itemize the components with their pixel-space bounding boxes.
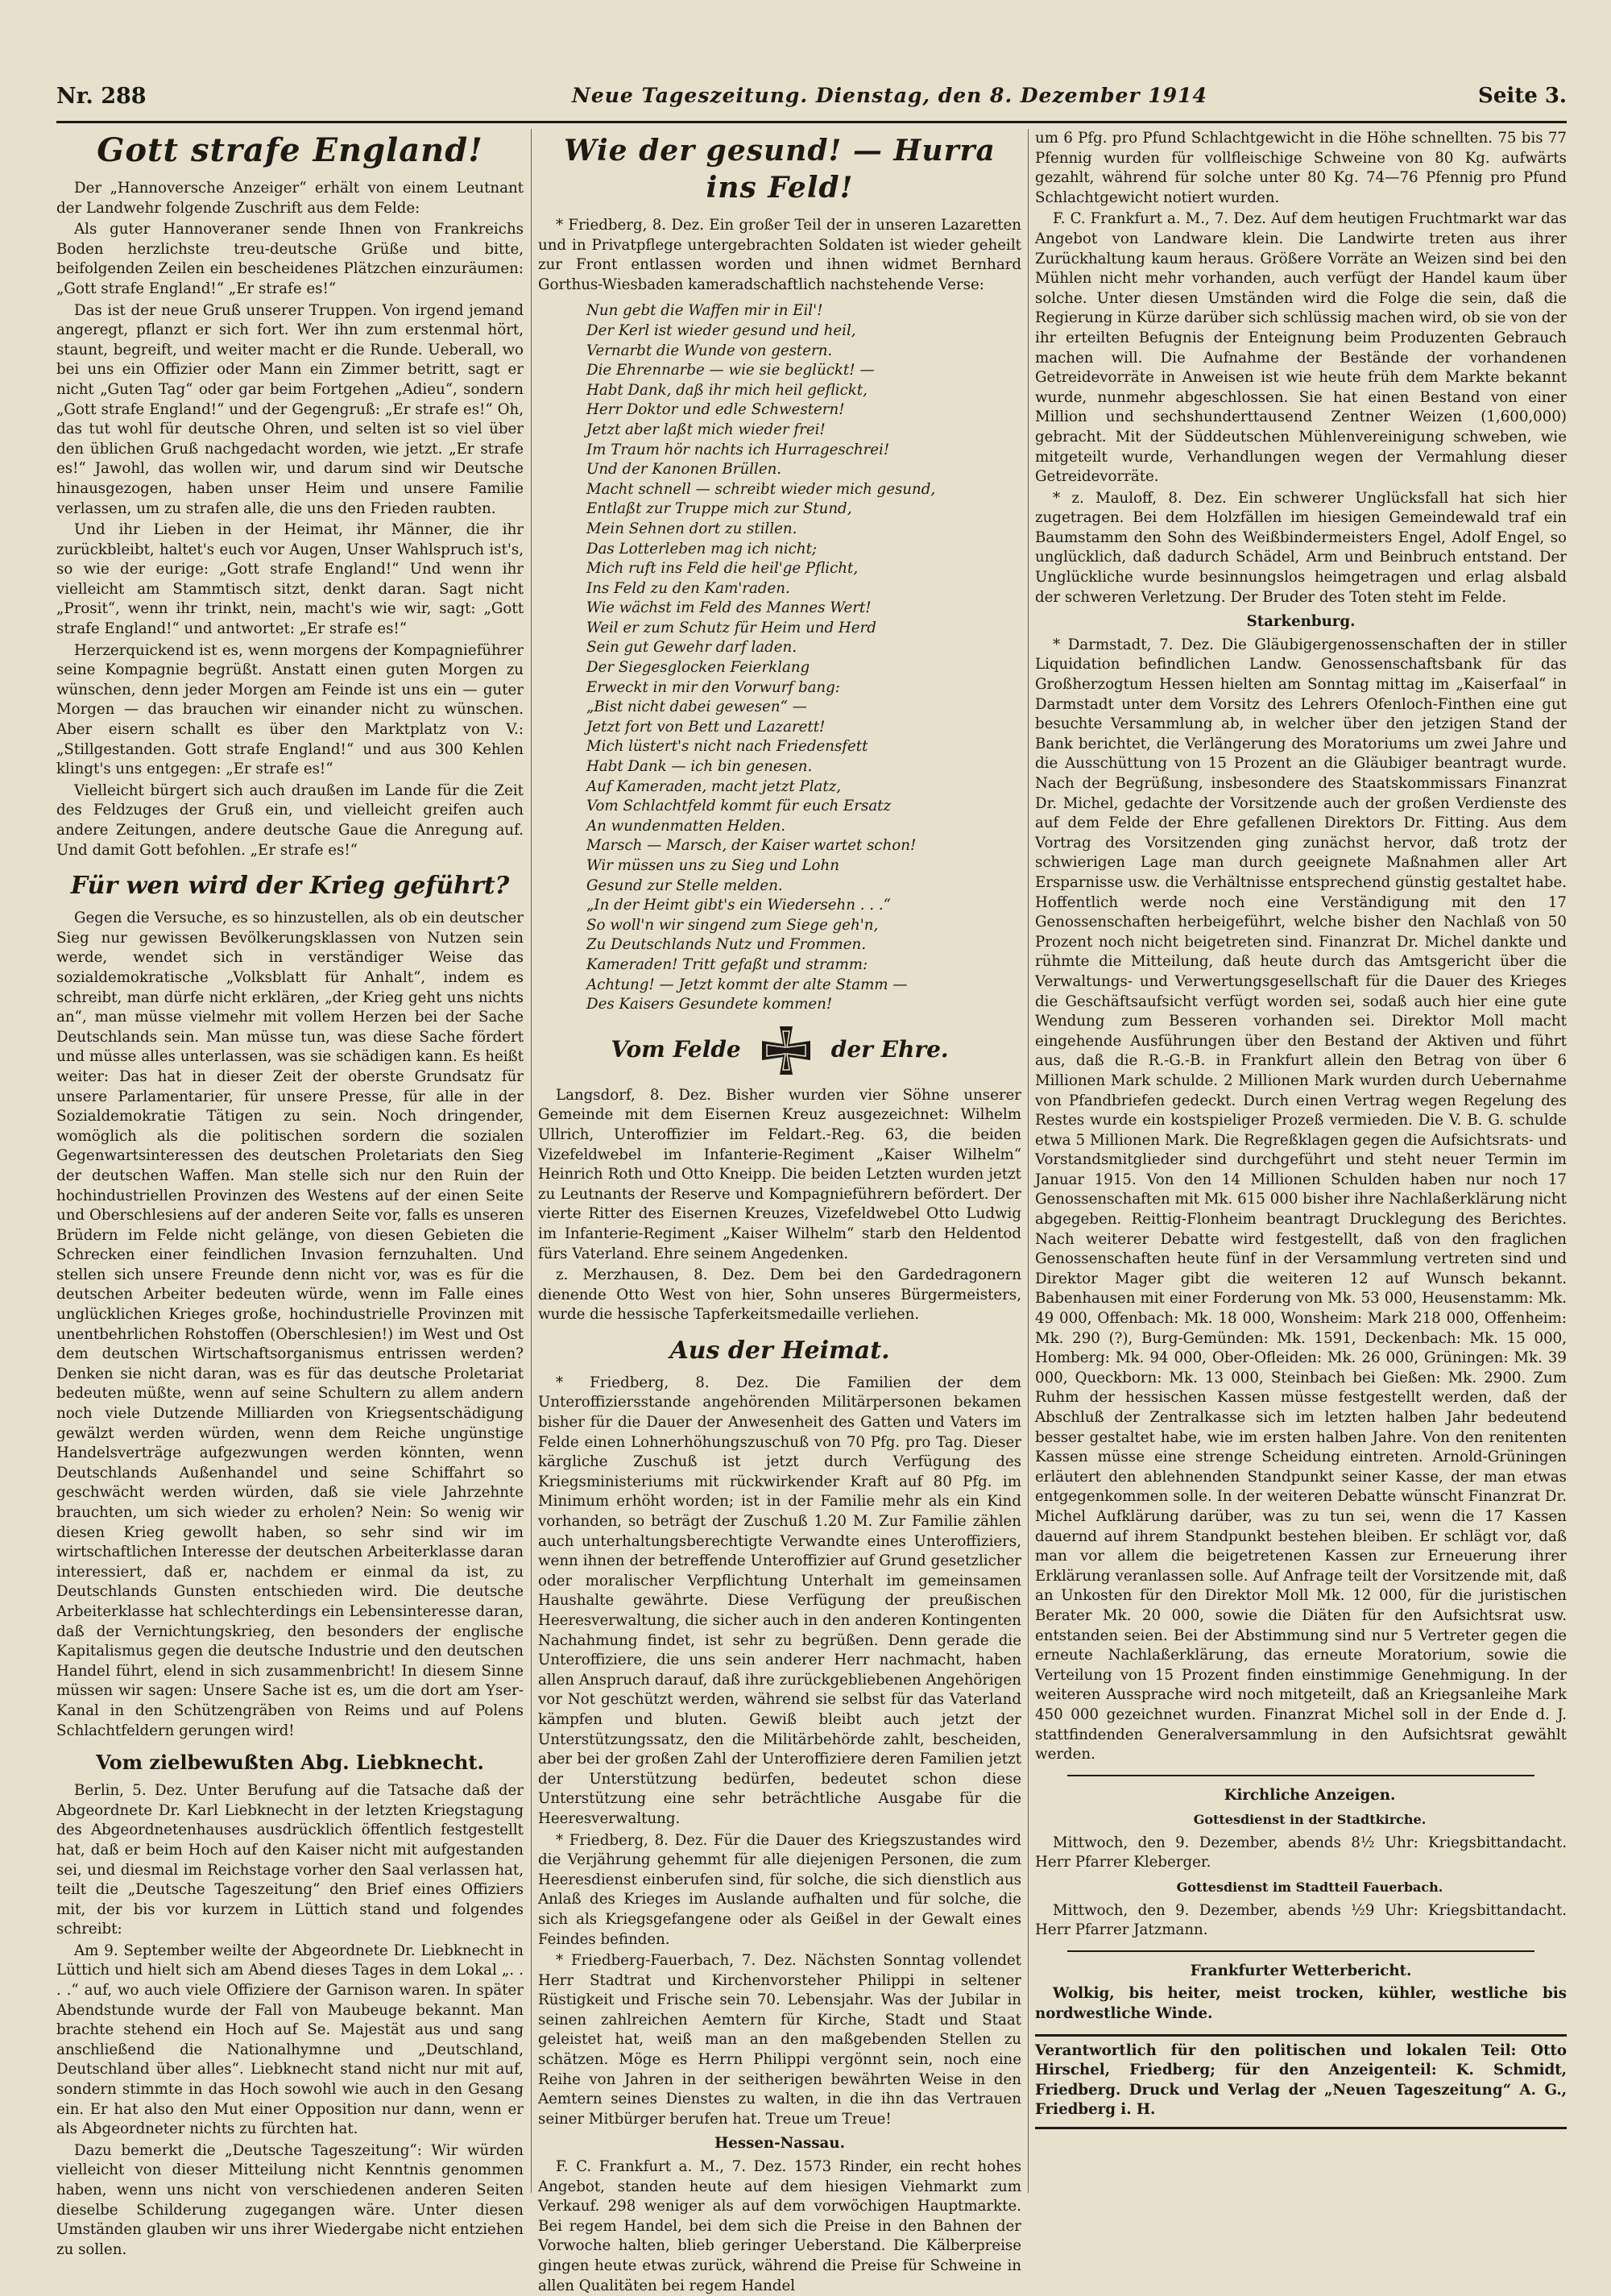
poem-line: Der Siegesglocken Feierklang [586,659,810,677]
column-2 [538,129,1021,2294]
poem-line: Nun gebt die Waffen mir in Eil'! [586,302,823,320]
poem-line: Und der Kanonen Brüllen. [586,461,782,479]
poem-line: Zu Deutschlands Nutz und Frommen. [586,936,867,954]
imprint-text: Verantwortlich für den politischen und lokalen Teil: Otto Hirschel, Friedberg; für den Anzeigenteil: K. Schmidt, Friedberg. Druck und Verlag der „Neuen Tageszeitung“ A. G., Friedberg i. H. [1035,2041,1567,2119]
article-paragraph: * Friedberg, 8. Dez. Ein großer Teil der in unseren Lazaretten und in Privatpflege untergebrachten Soldaten ist wieder geheilt zur Front entlassen worden und ihnen widmet Bernhard Gorthus-Wiesbaden kameradschaftlich nachstehende Verse: [538,217,1021,293]
poem-line: An wundenmatten Helden. [586,817,786,835]
masthead [56,77,1567,123]
issue-date: Dienstag, den 8. Dezember 1914 [815,84,1207,107]
divider [1067,1950,1534,1952]
poem-line: „Bist nicht dabei gewesen“ — [586,698,807,716]
poem-line: Mein Sehnen dort zu stillen. [586,520,797,537]
article-paragraph: * Darmstadt, 7. Dez. Die Gläubigergenossenschaften der in stiller Liquidation befindlichen Landw. Genossenschaftsbank für das Großherzogtum Hessen hielten am Sonntag mittag im „Kaiserfaal“ in Darmstadt unter dem Vorsitz des Lehrers Ofenloch-Finthen eine gut besuchte Versammlung ab, in welcher über den jetzigen Stand der Bank berichtet, die Verlängerung des Moratoriums um zwei Jahre und die Ausschüttung von 15 Prozent an die Gläubiger beantragt wurde. Nach der Begrüßung, insbesondere des Staatskommissars Finanzrat Dr. Michel, gedachte der Vorsitzende auch der großen Verdienste des auf dem Felde der Ehre gefallenen Direktors Dr. Fitting. Aus dem Vortrag des Vorsitzenden ging zunächst hervor, daß trotz der schwierigen Lage man durch geeignete Maßnahmen aller Art Ersparnisse usw. die Verhältnisse entsprechend günstig gestaltet habe. Hoffentlich werde noch eine Verständigung mit den 17 Genossenschaften herbeigeführt, welche bisher den Nachlaß von 50 Prozent noch nicht beigetreten sind. Finanzrat Dr. Michel dankte und rühmte die Mitteilung, daß heute durch das Amtsgericht über die Verwaltungs- und Verwertungsgesellschaft für die Dauer des Krieges die Geschäftsaufsicht verfügt worden sei, sodaß auch hier eine gute Wendung zum Besseren vorhanden sei. Direktor Moll macht eingehende Ausführungen über den Bestand der Aktiven und führt aus, daß die R.-G.-B. in Frankfurt allein den Betrag von über 6 Millionen Mark schulde. 2 Millionen Mark wurden durch Uebernahme von Pfandbriefen gedeckt. Durch einen Vertrag wegen Regelung des Restes wurde ein kostspieliger Prozeß vermieden. Die V. B. G. schulde etwa 5 Millionen Mark. Die Regreßklagen gegen die Aufsichtsrats- und Vorstandsmitglieder sind durchgeführt und steht neuer Termin im Januar 1915. Von den 14 Millionen Schulden haben nur noch 17 Genossenschaften mit Mk. 615 000 bisher ihre Nachlaßerklärung nicht abgegeben. Reittig-Flonheim beantragt Drucklegung des Berichtes. Nach weiterer Debatte wird festgestellt, daß von den fraglichen Genossenschaften heute fünf in der Versammlung vertreten sind und Direktor Mager gibt die weiteren 12 auf Wunsch bekannt. Babenhausen mit einer Forderung von Mk. 53 000, Heusenstamm: Mk. 49 000, Offenbach: Mk. 18 000, Wonsheim: Mark 218 000, Offenheim: Mk. 290 (?), Burg-Gemünden: Mk. 1591, Deckenbach: Mk. 15 000, Homberg: Mk. 94 000, Ober-Ofleiden: Mk. 26 000, Grüningen: Mk. 39 000, Queckborn: Mk. 13 000, Steinbach bei Gießen: Mk. 2900. Zum Ruhm der hessischen Kassen müsse festgestellt werden, daß der Abschluß der Zentralkasse sich im letzten halben Jahr bedeutend besser gestaltet habe, wie im ersten halben Jahre. Von den renitenten Kassen müsse eine strenge Scheidung eintreten. Arnold-Grüningen erläutert den ablehnenden Standpunkt seiner Kasse, der man etwas entgegenkommen solle. In der weiteren Debatte wünscht Finanzrat Dr. Michel Aufklärung darüber, was zu tun sei, wenn die 17 Kassen dauernd auf ihrem Standpunkt bestehen bleiben. Er schlägt vor, daß man vor allem die beigetretenen Kassen zur Erneuerung ihrer Erklärung veranlassen solle. Auf Anfrage teilt der Vorsitzende mit, daß an Unkosten für den Direktor Moll Mk. 12 000, für die juristischen Berater Mk. 20 000, sowie die Diäten für den Aufsichtsrat usw. entstanden seien. Bei der Abstimmung sind nur 5 Vertreter gegen die erneute Nachlaßerklärung, das erneute Moratorium, sowie die Verteilung von 15 Prozent finden einstimmige Genehmigung. In der weiteren Aussprache wird noch mitgeteilt, daß an Kriegsanleihe Mark 450 000 gezeichnet wurden. Finanzrat Michel soll in der Ende d. J. stattfindenden Generalversammlung in den Aufsichtsrat gewählt werden. [1035,636,1567,1763]
section-vom-felde-der-ehre [538,1025,1021,1076]
article-paragraph: * Friedberg, 8. Dez. Die Familien der dem Unteroffiziersstande angehörenden Militärpersonen bekamen bisher für die Dauer der Anwesenheit des Gatten und Vaters im Felde einen Lohnerhöhungszuschuß von 70 Pfg. pro Tag. Dieser kärgliche Zuschuß ist jetzt durch Verfügung des Kriegsministeriums mit rückwirkender Kraft auf 80 Pfg. im Minimum erhöht worden; ist in der Familie mehr als ein Kind vorhanden, so beträgt der Zuschuß 1.20 M. Zur Familie zählen auch unterhaltungsberechtigte Verwandte eines Unteroffiziers, wenn ihnen der betreffende Unteroffizier auf Grund gesetzlicher oder moralischer Verpflichtung Unterhalt im gemeinsamen Haushalte gewährte. Diese Verfügung der preußischen Heeresverwaltung, die sicher auch in den anderen Kontingenten Nachahmung findet, ist sehr zu begrüßen. Denn gerade die Unteroffiziere, die uns sein anderer Herr nachmacht, haben allen Anspruch darauf, daß ihre zurückgebliebenen Angehörigen vor Not geschützt werden, während sie selbst für das Vaterland kämpfen und bluten. Gewiß bleibt auch jetzt der Unterstützungssatz, den die Militärbehörde zahlt, bescheiden, aber bei der großen Zahl der Unteroffiziere deren Familien jetzt der Unterstützung bedürfen, bedeutet schon diese Unterstützung eine sehr beträchtliche Ausgabe für die Heeresverwaltung. [538,1374,1021,1827]
article-paragraph: um 6 Pfg. pro Pfund Schlachtgewicht in die Höhe schnellten. 75 bis 77 Pfennig wurden für vollfleischige Schweine von 80 Kg. aufwärts gezahlt, während für solche unter 80 Kg. 74—76 Pfennig pro Pfund Schlachtgewicht notiert wurden. [1035,130,1567,206]
poem-line: Wir müssen uns zu Sieg und Lohn [586,857,839,874]
article-paragraph: Dazu bemerkt die „Deutsche Tageszeitung“: Wir würden vielleicht von dieser Mitteilung nicht Kenntnis genommen haben, wenn uns nicht von verschiedenen anderen Seiten dieselbe Schilderung zugegangen wäre. Unter diesen Umständen glauben wir uns ihrer Wiedergabe nicht entziehen zu sollen. [56,2141,524,2258]
poem-line: Kameraden! Tritt gefaßt und stramm: [586,955,868,973]
column-1 [56,129,524,2258]
headline-liebknecht: Vom zielbewußten Abg. Liebknecht. [96,1751,484,1775]
poem-line: Entlaßt zur Truppe mich zur Stund, [586,500,852,518]
article-paragraph: Am 9. September weilte der Abgeordnete Dr. Liebknecht in Lüttich und hielt sich am Abend dieses Tages in dem Lokal „. . . .“ auf, wo auch viele Offiziere der Garnison waren. In später Abendstunde wurde der Fall von Maubeuge bekannt. Man brachte stehend ein Hoch auf Se. Majestät aus und sang anschließend die Nationalhymne und „Deutschland, Deutschland über alles“. Liebknecht stand nicht nur mit auf, sondern stimmte in das Hoch sowohl wie auch in den Gesang ein. Er hat also den Mut einer Opposition nur dann, wenn er als Abgeordneter nichts zu fürchten hat. [56,1942,524,2138]
poem-line: Achtung! — Jetzt kommt der alte Stamm — [586,976,908,993]
section-title-left: Vom Felde [611,1036,741,1063]
poem-line: So woll'n wir singend zum Siege geh'n, [586,916,879,934]
poem-line: Im Traum hör nachts ich Hurrageschrei! [586,441,890,458]
poem-line: Mich lüstert's nicht nach Friedensfett [586,738,868,756]
poem-line: Vernarbt die Wunde von gestern. [586,342,833,359]
weather-title: Frankfurter Wetterbericht. [1190,1962,1412,1979]
article-paragraph: Langsdorf, 8. Dez. Bisher wurden vier Söhne unserer Gemeinde mit dem Eisernen Kreuz ausgezeichnet: Wilhelm Ullrich, Unteroffizier im Feldart.-Reg. 63, die beiden Vizefeldwebel im Infanterie-Regiment „Kaiser Wilhelm“ Heinrich Roth und Otto Kneipp. Die beiden Letzten wurden jetzt zu Leutnants der Reserve und Kompagnieführern befördert. Der vierte Ritter des Eisernen Kreuzes, Vizefeldwebel Otto Ludwig im Infanterie-Regiment „Kaiser Wilhelm“ starb den Heldentod fürs Vaterland. Ehre seinem Angedenken. [538,1086,1021,1262]
weather-text: Wolkig, bis heiter, meist trocken, kühler, westliche bis nordwestliche Winde. [1035,1985,1567,2023]
poem-line: Marsch — Marsch, der Kaiser wartet schon! [586,837,917,855]
article-paragraph: * z. Mauloff, 8. Dez. Ein schwerer Unglücksfall hat sich hier zugetragen. Bei dem Holzfällen im hiesigen Gemeindewald traf ein Baumstamm den Sohn des Weißbindermeisters Engel, Adolf Engel, so unglücklich, daß dadurch Schädel, Arm und Beinbruch entstand. Der Unglückliche wurde besinnungslos heimgetragen und erlag alsbald der schweren Verletzung. Der Bruder des Toten steht im Felde. [1035,489,1567,606]
subheading-starkenburg: Starkenburg. [1246,613,1356,631]
article-paragraph: z. Merzhausen, 8. Dez. Dem bei den Gardedragonern dienende Otto West von hier, Sohn unseres Bürgermeisters, wurde die hessische Tapferkeitsmedaille verliehen. [538,1266,1021,1324]
church-service-text: Mittwoch, den 9. Dezember, abends 8½ Uhr: Kriegsbittandacht. Herr Pfarrer Kleberger. [1035,1834,1567,1871]
poem-line: Mich ruft ins Feld die heil'ge Pflicht, [586,560,859,578]
article-paragraph: Und ihr Lieben in der Heimat, ihr Männer, die ihr zurückbleibt, haltet's euch vor Augen, Unser Wahlspruch ist's, so wie der eurige: „Gott strafe England!“ Und wenn ihr vielleicht am Stammtisch sitzt, denkt daran. Sagt nicht „Prosit“, wenn ihr trinkt, nein, macht's wie wir, sagt: „Gott strafe England!“ und antwortet: „Er strafe es!“ [56,521,524,638]
paper-name-date [572,84,1207,107]
article-paragraph: Der „Hannoversche Anzeiger“ erhält von einem Leutnant der Landwehr folgende Zuschrift aus dem Felde: [56,180,524,217]
column-rule [531,129,532,2193]
poem-line: Habt Dank, daß ihr mich heil geflickt, [586,381,868,399]
article-paragraph: Als guter Hannoveraner sende Ihnen von Frankreichs Boden herzlichste treu-deutsche Grüße und bitte, beifolgenden Zeilen ein bescheidenes Plätzchen einzuräumen: „Gott strafe England!“ „Er strafe es!“ [56,221,524,297]
poem-line: Jetzt fort von Bett und Lazarett! [586,718,826,736]
poem-line: Sein gut Gewehr darf laden. [586,639,797,657]
poem-line: Das Lotterleben mag ich nicht; [586,540,818,557]
church-service-text: Mittwoch, den 9. Dezember, abends ½9 Uhr: Kriegsbittandacht. Herr Pfarrer Jatzmann. [1035,1901,1567,1939]
poem-line: Auf Kameraden, macht jetzt Platz, [586,777,842,795]
poem-line: Ins Feld zu den Kam'raden. [586,579,790,597]
column-3 [1035,129,1567,2209]
section-title-right: der Ehre. [830,1036,949,1063]
column-rule [1028,129,1029,2193]
poem-line: Erweckt in mir den Vorwurf bang: [586,678,840,696]
headline-krieg-gefuehrt: Für wen wird der Krieg geführt? [70,872,510,901]
church-service-heading: Gottesdienst in der Stadtkirche. [1193,1812,1427,1828]
article-paragraph: Das ist der neue Gruß unserer Truppen. Von irgend jemand angeregt, pflanzt er sich fort. Wer ihn zum erstenmal hört, staunt, begreift, und weiter macht er die Runde. Ueberall, wo bei uns ein Offizier oder Mann ein Zimmer betritt, sagt er nicht „Guten Tag“ oder gar beim Fortgehen „Adieu“, sondern „Gott strafe England!“ und der Gegengruß: „Er strafe es!“ Oh, das tut wohl für deutsche Ohren, und selten ist so viel über den üblichen Gruß nachgedacht worden, wie jetzt. „Er strafe es!“ Jawohl, das wollen wir, und darum sind wir Deutsche hinausgezogen, haben unser Heim und unsere Familie verlassen, um zu strafen alle, die uns den Frieden raubten. [56,301,524,517]
subheading-hessen-nassau: Hessen-Nassau. [714,2135,845,2153]
article-paragraph: F. C. Frankfurt a. M., 7. Dez. Auf dem heutigen Fruchtmarkt war das Angebot von Landware klein. Die Landwirte treten aus ihrer Zurückhaltung kaum heraus. Größere Vorräte an Weizen sind bei den Mühlen nicht mehr vorhanden, auch verfügt der Handel kaum über solche. Unter diesen Umständen wird die Folge die sein, daß die Regierung in Kürze darüber sich schlüssig machen wird, ob sie von der ihr erteilten Befugnis der Enteignung beim Produzenten Gebrauch machen will. Die Aufnahme der Bestände der vorhandenen Getreidevorräte in Anweisen ist wie heute früh dem Markte bekannt wurde, nunmehr abgeschlossen. Sie hat einen Bestand von einer Million und sechshunderttausend Zentner Weizen (1,600,000) gebracht. Mit der Süddeutschen Mühlenvereinigung schweben, wie mitgeteilt wurde, Verhandlungen wegen der Vermahlung dieser Getreidevorräte. [1035,210,1567,486]
article-paragraph: Berlin, 5. Dez. Unter Berufung auf die Tatsache daß der Abgeordnete Dr. Karl Liebknecht in der letzten Kriegstagung des Abgeordnetenhauses ausdrücklich öffentlich festgestellt hat, daß er beim Hoch auf den Kaiser nicht mit aufgestanden sei, und diesmal im Reichstage vorher den Saal verlassen hat, teilt die „Deutsche Tageszeitung“ den Brief eines Offiziers mit, der bis vor kurzem in Lüttich stand und folgendes schreibt: [56,1782,524,1938]
church-service-heading: Gottesdienst im Stadtteil Fauerbach. [1176,1879,1443,1896]
imprint [1035,2034,1567,2129]
poem [586,301,1021,1014]
article-paragraph: * Friedberg, 8. Dez. Für die Dauer des Kriegszustandes wird die Verjährung gehemmt für alle diejenigen Personen, die zum Heeresdienst einberufen sind, für solche, die sich dienstlich aus Anlaß des Krieges im Auslande aufhalten und für solche, die sich als Kriegsgefangene oder als Geißel in der Gewalt eines Feindes befinden. [538,1831,1021,1948]
poem-line: Der Kerl ist wieder gesund und heil, [586,321,856,339]
church-notices [1035,1786,1567,1941]
poem-line: Gesund zur Stelle melden. [586,877,783,894]
poem-line: Jetzt aber laßt mich wieder frei! [586,421,826,438]
poem-line: Herr Doktor und edle Schwestern! [586,401,845,419]
headline-gott-strafe-england: Gott strafe England! [97,131,483,169]
article-paragraph: Herzerquickend ist es, wenn morgens der Kompagnieführer seine Kompagnie begrüßt. Anstatt einen guten Morgen zu wünschen, denn jeder Morgen am Feinde ist uns ein — guter Morgen — das brauchen wir einander nicht zu wünschen. Aber eisern schallt es über den Marktplatz von V.: „Stillgestanden. Gott strafe England!“ und aus 300 Kehlen klingt's uns entgegen: „Er strafe es!“ [56,641,524,778]
paper-name: Neue Tageszeitung. [572,84,809,107]
article-paragraph: * Friedberg-Fauerbach, 7. Dez. Nächsten Sonntag vollendet Herr Stadtrat und Kirchenvorsteher Philippi in seltener Rüstigkeit und Frische sein 70. Lebensjahr. Was der Jubilar in seinen zahlreichen Aemtern für Kirche, Stadt und Staat geleistet hat, weiß man an den maßgebenden Stellen zu schätzen. Möge es Herrn Philippi vergönnt sein, noch eine Reihe von Jahren in der seitherigen bewährten Weise in den Aemtern seines Dienstes zu walten, in die ihn das Vertrauen seiner Mitbürger berufen hat. Treue um Treue! [538,1952,1021,2128]
poem-line: Habt Dank — ich bin genesen. [586,758,813,776]
article-paragraph: F. C. Frankfurt a. M., 7. Dez. 1573 Rinder, ein recht hohes Angebot, standen heute auf dem hiesigen Viehmarkt zum Verkauf. 298 weniger als auf dem vorwöchigen Hauptmarkte. Bei regem Handel, bei dem sich die Preise in den Bahnen der Vorwoche halten, blieb geringer Ueberstand. Die Kälberpreise gingen heute etwas zurück, während die Preise für Schweine in allen Qualitäten bei regem Handel [538,2158,1021,2294]
headline-hurra-ins-feld: Wie der gesund! — Hurra ins Feld! [564,134,996,205]
page-number: Seite 3. [1478,84,1567,108]
poem-line: Des Kaisers Gesundete kommen! [586,996,833,1013]
divider [1067,1775,1534,1776]
headline-aus-der-heimat: Aus der Heimat. [669,1336,890,1365]
poem-line: Weil er zum Schutz für Heim und Herd [586,619,876,636]
article-paragraph: Gegen die Versuche, es so hinzustellen, als ob ein deutscher Sieg nur gewissen Bevölkerungsklassen von Nutzen sein werde, wendet sich in verständiger Weise das sozialdemokratische „Volksblatt für Anhalt“, indem es schreibt, man dürfe nicht erklären, „der Krieg geht uns nichts an“, man müsse vielmehr mit vollem Herzen bei der Sache Deutschlands sein. Man müsse tun, was diese Sache fördert und müsse alles unterlassen, was sie schädigen kann. Es heißt weiter: Das hat in dieser Zeit der oberste Grundsatz für unsere Parlamentarier, für unsere Presse, für alle in der Sozialdemokratie Tätigen zu sein. Noch dringender, womöglich als die politischen sordern die sozialen Gegenwartsinteressen des deutschen Proletariats den Sieg der deutschen Waffen. Man stelle sich nur den Ruin der hochindustriellen Provinzen des Westens auf der einen Seite und Oberschlesiens auf der anderen Seite vor, falls es unseren Brüdern im Felde nicht gelänge, von diesen Gebieten die Schrecken einer feindlichen Invasion fernzuhalten. Und stellen sich unsere Freunde denn nicht vor, was es für die deutschen Arbeiter bedeuten würde, wenn im Falle eines unglücklichen Krieges große, hochindustrielle Provinzen mit unentbehrlichen Rohstoffen (Oberschlesien!) im West und Ost dem deutschen Wirtschaftsorganismus entrissen werden? Denken sie nicht daran, was es für das deutsche Proletariat bedeuten müßte, wenn auf seine Schultern zu allem andern noch viele Dutzende Milliarden von Kriegsentschädigung gewälzt werden würden, wenn dem Reiche ungünstige Handelsverträge aufgezwungen werden könnten, wenn Deutschlands Außenhandel und seine Schiffahrt so geschwächt werden würden, daß sie viele Jahrzehnte brauchten, um sich wieder zu erholen? Nein: So wenig wir diesen Krieg gewollt haben, so sehr sind wir im wirtschaftlichen Interesse der deutschen Arbeiterklasse daran interessiert, daß er, nachdem er einmal da ist, zu Deutschlands Gunsten entschieden wird. Die deutsche Arbeiterklasse hat schlechterdings ein Lebensinteresse daran, daß der Vernichtungskrieg, den besonders der englische Kapitalismus gegen die deutsche Industrie und den deutschen Handel führt, elend in sich zusammenbricht! In diesem Sinne müssen wir sagen: Unsere Sache ist es, um die dort am Yser-Kanal in den Schützengräben von Reims und auf Polens Schlachtfeldern gerungen wird! [56,910,524,1739]
poem-line: Die Ehrennarbe — wie sie beglückt! — [586,362,875,379]
poem-line: Wie wächst im Feld des Mannes Wert! [586,599,872,617]
iron-cross-icon [760,1025,812,1076]
poem-line: Macht schnell — schreibt wieder mich gesund, [586,480,936,498]
issue-number: Nr. 288 [56,84,147,109]
poem-line: Vom Schlachtfeld kommt für euch Ersatz [586,798,892,815]
church-notices-title: Kirchliche Anzeigen. [1224,1786,1396,1804]
poem-line: „In der Heimt gibt's ein Wiedersehn . . .“ [586,897,891,914]
article-paragraph: Vielleicht bürgert sich auch draußen im Lande für die Zeit des Feldzuges der Gruß ein, und vielleicht greifen auch andere Zeitungen, andere deutsche Gaue die Anregung auf. Und damit Gott befohlen. „Er strafe es!“ [56,781,524,859]
